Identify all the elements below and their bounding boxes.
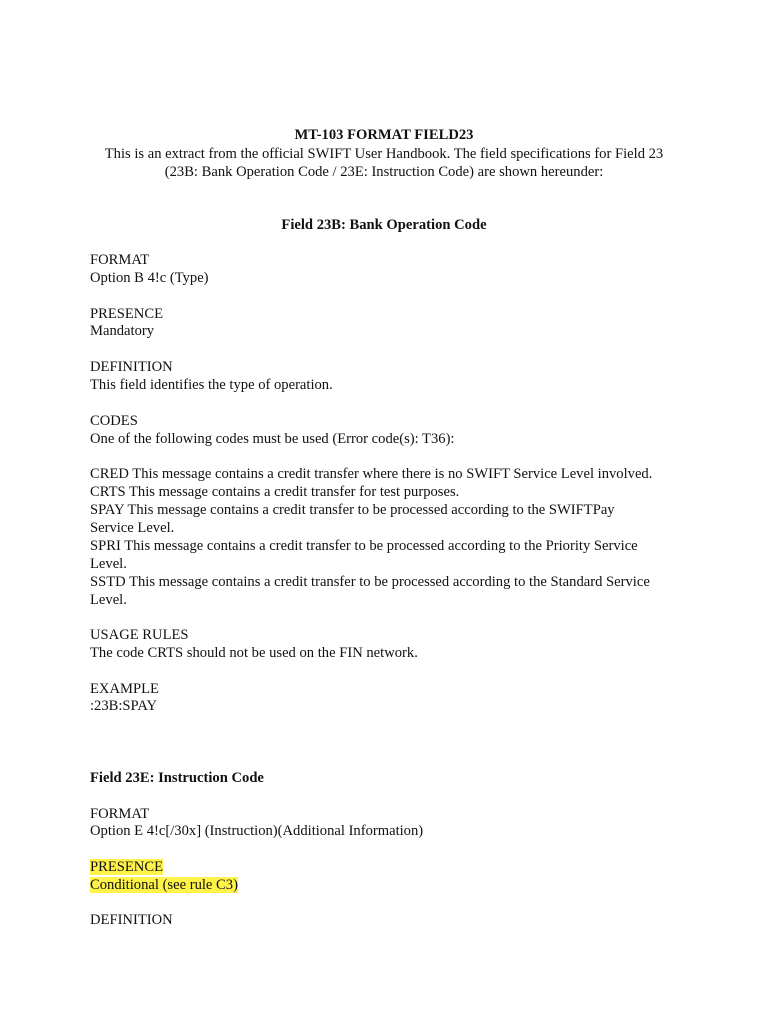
field-23b-usage-value: The code CRTS should not be used on the FIN network. <box>90 645 418 661</box>
field-23e-format-label: FORMAT <box>90 806 150 822</box>
code-line-spri-cont: Level. <box>90 556 127 572</box>
code-line-crts: CRTS This message contains a credit transfer for test purposes. <box>90 484 460 500</box>
field-23b-codes-intro: One of the following codes must be used (Error code(s): T36): <box>90 431 455 447</box>
field-23b-codes-label: CODES <box>90 413 138 429</box>
field-23e-definition-label: DEFINITION <box>90 912 173 928</box>
field-23b-presence-label: PRESENCE <box>90 306 163 322</box>
field-23e-heading: Field 23E: Instruction Code <box>90 770 264 786</box>
field-23b-usage-label: USAGE RULES <box>90 627 189 643</box>
field-23b-presence-value: Mandatory <box>90 323 155 339</box>
code-line-spay: SPAY This message contains a credit transfer to be processed according to the SWIFTPay <box>90 502 615 518</box>
page-title: MT-103 FORMAT FIELD23 <box>294 127 474 143</box>
field-23e-format-value: Option E 4!c[/30x] (Instruction)(Additional Information) <box>90 823 424 839</box>
field-23b-heading: Field 23B: Bank Operation Code <box>281 217 487 233</box>
code-line-spri: SPRI This message contains a credit transfer to be processed according to the Priority Service <box>90 538 638 554</box>
code-line-cred: CRED This message contains a credit transfer where there is no SWIFT Service Level involved. <box>90 466 653 482</box>
code-line-sstd: SSTD This message contains a credit transfer to be processed according to the Standard Service <box>90 574 650 590</box>
field-23b-example-label: EXAMPLE <box>90 681 159 697</box>
presence-highlight: PRESENCE <box>90 859 163 875</box>
field-23b-definition-label: DEFINITION <box>90 359 173 375</box>
field-23b-format-value: Option B 4!c (Type) <box>90 270 209 286</box>
field-23e-presence-value <box>90 876 238 894</box>
intro-line-2: (23B: Bank Operation Code / 23E: Instruction Code) are shown hereunder: <box>164 164 604 180</box>
field-23e-presence-label <box>90 858 163 876</box>
code-line-sstd-cont: Level. <box>90 592 127 608</box>
code-line-spay-cont: Service Level. <box>90 520 175 536</box>
field-23b-definition-value: This field identifies the type of operation. <box>90 377 333 393</box>
field-23b-format-label: FORMAT <box>90 252 150 268</box>
intro-line-1: This is an extract from the official SWIFT User Handbook. The field specifications for Field 23 <box>104 146 664 162</box>
presence-value-highlight: Conditional (see rule C3) <box>90 877 238 893</box>
field-23b-example-value: :23B:SPAY <box>90 698 158 714</box>
